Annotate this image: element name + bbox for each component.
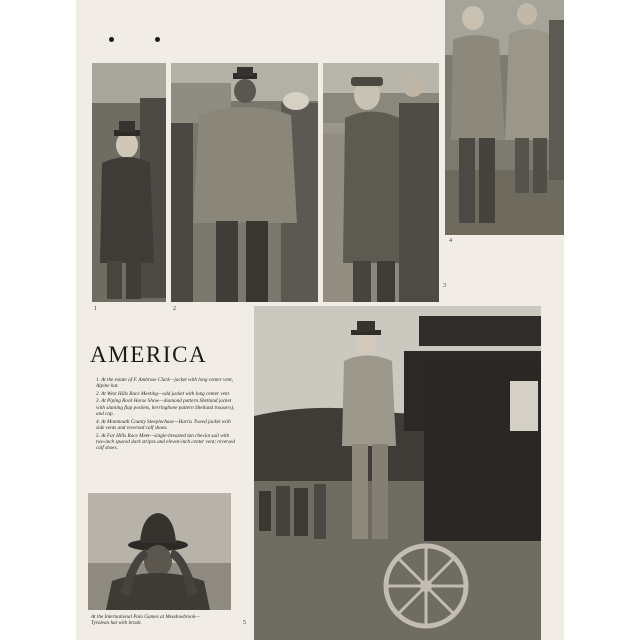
photo-1-man-in-alpine-hat	[92, 63, 166, 302]
photo-number-1: 1	[94, 306, 97, 312]
photo-2-man-from-behind	[171, 63, 318, 302]
caption-1: 1. At the estate of F. Ambrose Clark—jacket with long center vent, Alpine hat.	[96, 377, 233, 390]
photo-number-2: 2	[173, 306, 176, 312]
caption-5: 5. At Far Hills Race Meet—single-breasted tan cheviot suit with two-inch spaced dark stripes and eleven-inch center vent; reversed calf shoes.	[96, 432, 235, 452]
photo-5-man-by-carriage	[254, 306, 541, 640]
magazine-page	[76, 0, 564, 640]
polo-photo-caption: At the International Polo Games at Meadowbrook—Tyrolean hat with brush.	[91, 614, 200, 627]
caption-list	[96, 377, 238, 453]
photo-4-man-in-tweed-jacket	[445, 0, 564, 235]
page-heading: AMERICA	[90, 342, 208, 367]
photo-polo-tyrolean-hat	[88, 493, 231, 610]
binder-hole-left	[109, 37, 114, 42]
binder-hole-right	[155, 37, 160, 42]
photo-number-3: 3	[443, 283, 446, 289]
caption-3: 3. At Piping Rock Horse Show—diamond pattern Shetland jacket with slanting flap pockets, herringbone pattern Shetland trousers), and cap.	[96, 398, 235, 418]
photo-number-4: 4	[449, 238, 452, 244]
caption-2: 2. At West Hills Race Meeting—odd jacket with long center vent.	[96, 390, 231, 397]
photo-number-5: 5	[243, 620, 246, 626]
caption-4: 4. At Monmouth County Steeplechase—Harris Tweed jacket with side vents and reversed calf shoes.	[96, 418, 231, 431]
photo-3-man-in-cap	[323, 63, 439, 302]
